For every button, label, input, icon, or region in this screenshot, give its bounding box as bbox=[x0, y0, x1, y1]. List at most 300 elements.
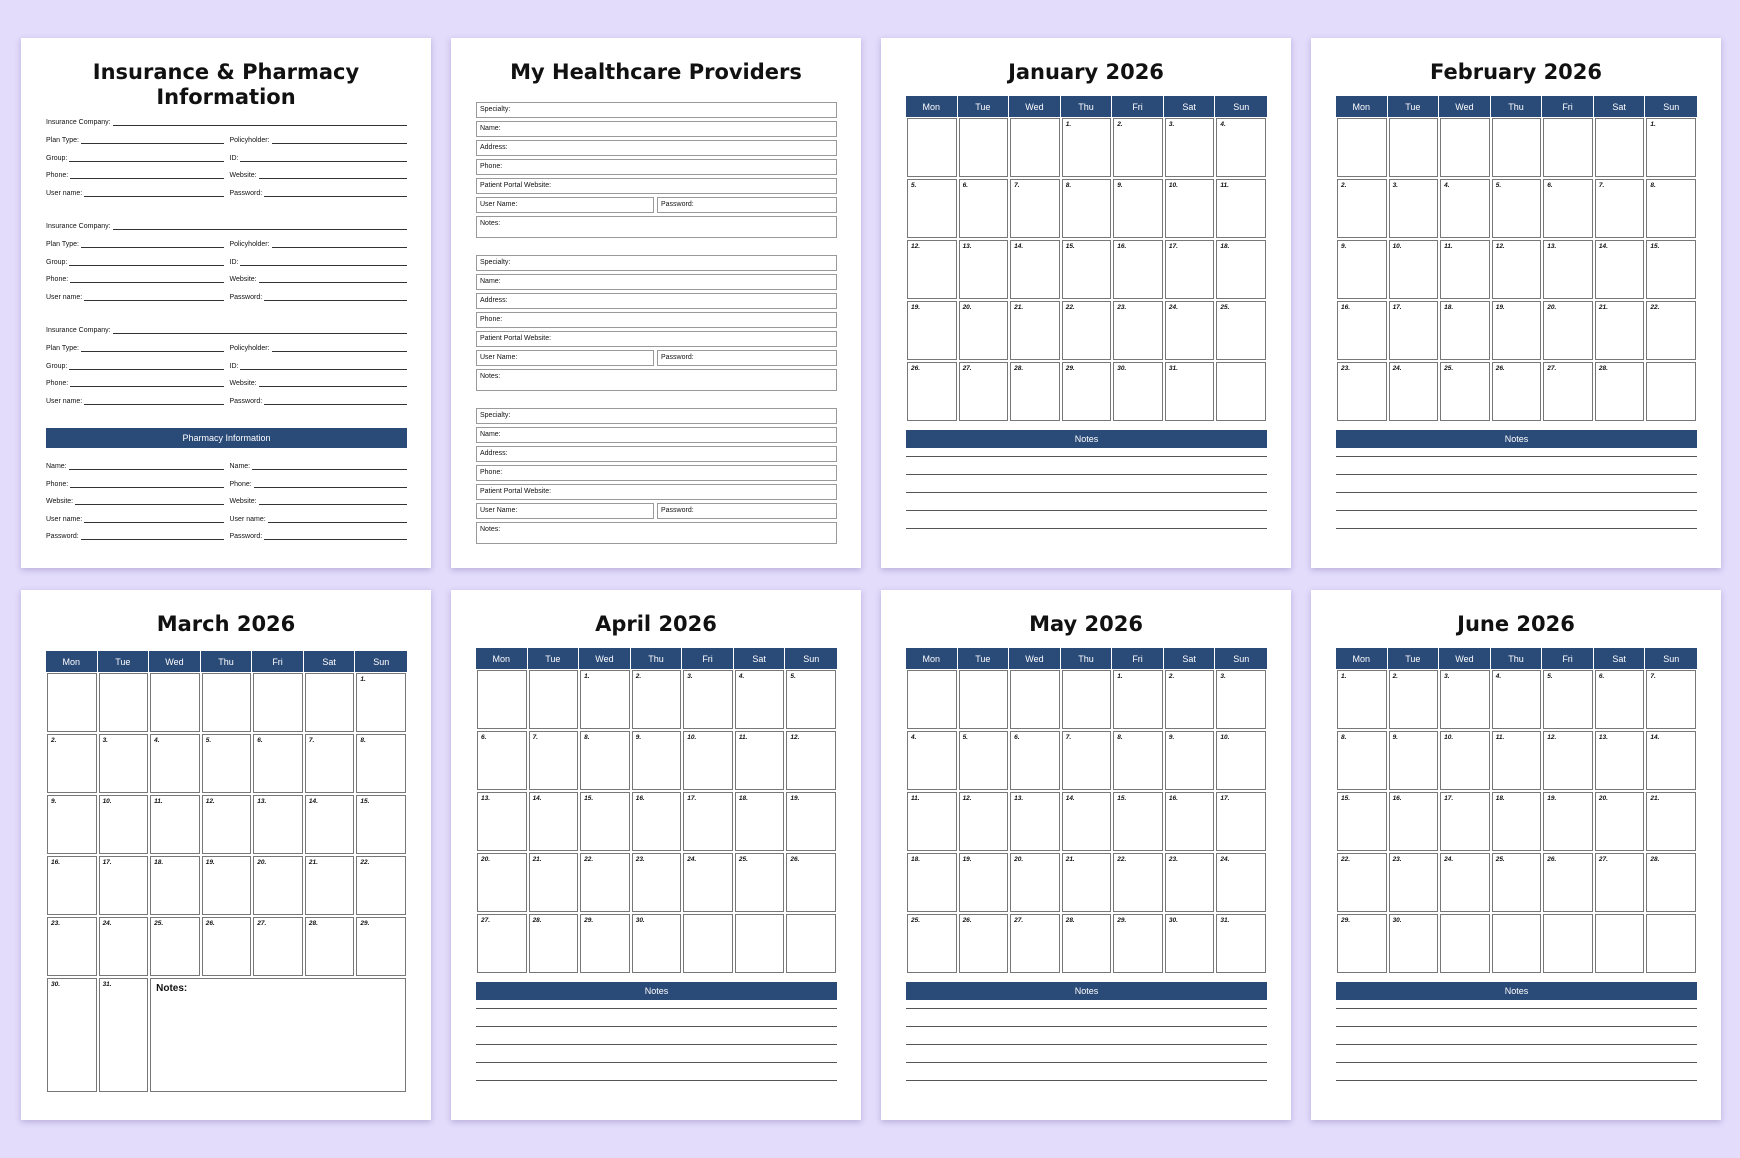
day-cell[interactable] bbox=[305, 795, 355, 854]
day-cell[interactable] bbox=[1595, 670, 1645, 729]
day-number: 14. bbox=[1650, 734, 1660, 741]
day-cell[interactable] bbox=[1165, 240, 1215, 299]
day-cell[interactable] bbox=[1113, 670, 1163, 729]
day-cell[interactable] bbox=[1113, 914, 1163, 973]
day-cell[interactable] bbox=[356, 917, 406, 976]
day-cell[interactable] bbox=[735, 792, 785, 851]
day-cell[interactable] bbox=[477, 914, 527, 973]
day-cell[interactable] bbox=[580, 853, 630, 912]
day-cell[interactable] bbox=[1216, 731, 1266, 790]
provider-specialty-field[interactable] bbox=[476, 408, 837, 424]
day-cell[interactable] bbox=[1337, 301, 1387, 360]
day-cell[interactable] bbox=[253, 795, 303, 854]
day-cell[interactable] bbox=[580, 670, 630, 729]
day-cell[interactable] bbox=[1543, 118, 1593, 177]
day-cell[interactable] bbox=[1646, 731, 1696, 790]
day-cell[interactable] bbox=[1440, 914, 1490, 973]
day-number: 12. bbox=[962, 795, 972, 802]
password-field-line bbox=[264, 291, 407, 301]
day-cell[interactable] bbox=[1113, 240, 1163, 299]
day-cell[interactable] bbox=[907, 362, 957, 421]
day-number: 12. bbox=[205, 798, 215, 805]
day-cell[interactable] bbox=[202, 917, 252, 976]
day-cell[interactable] bbox=[1492, 118, 1542, 177]
user-field-line bbox=[84, 291, 223, 301]
provider-name-field[interactable] bbox=[476, 121, 837, 137]
day-cell[interactable] bbox=[1216, 362, 1266, 421]
day-cell[interactable] bbox=[1062, 301, 1112, 360]
day-cell[interactable] bbox=[1389, 853, 1439, 912]
day-cell[interactable] bbox=[1216, 670, 1266, 729]
day-cell[interactable] bbox=[1062, 731, 1112, 790]
day-cell[interactable] bbox=[786, 731, 836, 790]
day-cell[interactable] bbox=[1165, 853, 1215, 912]
day-cell[interactable] bbox=[1216, 240, 1266, 299]
day-cell[interactable] bbox=[1389, 240, 1439, 299]
day-cell[interactable] bbox=[1113, 792, 1163, 851]
day-cell[interactable] bbox=[1010, 914, 1060, 973]
day-cell[interactable] bbox=[1595, 914, 1645, 973]
day-cell[interactable] bbox=[1492, 792, 1542, 851]
weekday-mon: Mon bbox=[476, 648, 528, 669]
pharmacy-left-field-line bbox=[84, 513, 223, 523]
day-cell[interactable] bbox=[1492, 853, 1542, 912]
day-cell[interactable] bbox=[959, 853, 1009, 912]
day-cell[interactable] bbox=[786, 914, 836, 973]
day-cell[interactable] bbox=[1646, 670, 1696, 729]
provider-address-field[interactable] bbox=[476, 446, 837, 462]
day-cell[interactable] bbox=[1595, 792, 1645, 851]
provider-username-field[interactable] bbox=[476, 503, 654, 519]
day-cell[interactable] bbox=[959, 118, 1009, 177]
day-number: 6. bbox=[1598, 673, 1605, 680]
day-cell[interactable] bbox=[47, 673, 97, 732]
day-cell[interactable] bbox=[47, 917, 97, 976]
day-cell[interactable] bbox=[1595, 731, 1645, 790]
day-cell[interactable] bbox=[1389, 731, 1439, 790]
day-cell[interactable] bbox=[47, 795, 97, 854]
day-cell[interactable] bbox=[1389, 792, 1439, 851]
day-cell[interactable] bbox=[99, 917, 149, 976]
day-cell[interactable] bbox=[356, 673, 406, 732]
day-cell[interactable] bbox=[47, 856, 97, 915]
day-cell[interactable] bbox=[1165, 179, 1215, 238]
day-cell[interactable] bbox=[1165, 914, 1215, 973]
day-cell[interactable] bbox=[529, 853, 579, 912]
day-cell[interactable] bbox=[1062, 792, 1112, 851]
day-cell[interactable] bbox=[202, 795, 252, 854]
day-cell[interactable] bbox=[683, 670, 733, 729]
day-cell[interactable] bbox=[1113, 301, 1163, 360]
provider-notes-field[interactable] bbox=[476, 522, 837, 544]
day-cell[interactable] bbox=[1543, 179, 1593, 238]
day-cell[interactable] bbox=[150, 795, 200, 854]
provider-notes-label: Notes: bbox=[480, 220, 501, 227]
day-cell[interactable] bbox=[1646, 362, 1696, 421]
phone-field-label: Phone: bbox=[46, 276, 69, 283]
day-number: 17. bbox=[1220, 795, 1230, 802]
day-cell[interactable] bbox=[786, 853, 836, 912]
day-cell[interactable] bbox=[529, 670, 579, 729]
day-cell[interactable] bbox=[477, 670, 527, 729]
day-number: 14. bbox=[532, 795, 542, 802]
day-cell[interactable] bbox=[253, 734, 303, 793]
weekday-wed: Wed bbox=[1009, 648, 1061, 669]
provider-portal-field[interactable] bbox=[476, 178, 837, 194]
day-cell[interactable] bbox=[1440, 118, 1490, 177]
day-cell[interactable] bbox=[1440, 670, 1490, 729]
day-cell[interactable] bbox=[305, 856, 355, 915]
day-cell[interactable] bbox=[1440, 240, 1490, 299]
day-cell[interactable] bbox=[1337, 792, 1387, 851]
day-cell[interactable] bbox=[1010, 301, 1060, 360]
day-cell[interactable] bbox=[356, 795, 406, 854]
day-cell[interactable] bbox=[1165, 792, 1215, 851]
day-cell[interactable] bbox=[1595, 240, 1645, 299]
day-cell[interactable] bbox=[1492, 179, 1542, 238]
month-title: June 2026 bbox=[1457, 612, 1575, 636]
day-cell[interactable] bbox=[1646, 240, 1696, 299]
day-cell[interactable] bbox=[1543, 731, 1593, 790]
provider-address-field[interactable] bbox=[476, 293, 837, 309]
plan-field bbox=[46, 130, 224, 144]
day-cell[interactable] bbox=[959, 914, 1009, 973]
day-cell[interactable] bbox=[1337, 731, 1387, 790]
day-cell[interactable] bbox=[1337, 240, 1387, 299]
day-number: 25. bbox=[154, 920, 164, 927]
day-number: 4. bbox=[1444, 182, 1450, 189]
day-cells bbox=[1336, 669, 1697, 974]
day-cell[interactable] bbox=[580, 914, 630, 973]
provider-username-label: User Name: bbox=[480, 201, 518, 208]
pharmacy-right-field-line bbox=[264, 530, 407, 540]
notes-header-label: Notes bbox=[1074, 434, 1099, 444]
day-cell[interactable] bbox=[202, 673, 252, 732]
day-cell[interactable] bbox=[959, 731, 1009, 790]
phone-field-line bbox=[70, 377, 223, 387]
day-cell[interactable] bbox=[305, 734, 355, 793]
day-cell[interactable] bbox=[632, 914, 682, 973]
day-cell[interactable] bbox=[1543, 914, 1593, 973]
weekday-fri: Fri bbox=[252, 651, 304, 672]
day-cell[interactable] bbox=[735, 731, 785, 790]
day-cell[interactable] bbox=[1337, 853, 1387, 912]
day-cell[interactable] bbox=[1337, 179, 1387, 238]
day-cell[interactable] bbox=[202, 734, 252, 793]
weekday-sat: Sat bbox=[734, 648, 786, 669]
day-cell[interactable] bbox=[1113, 118, 1163, 177]
provider-portal-field[interactable] bbox=[476, 484, 837, 500]
day-cell[interactable] bbox=[786, 670, 836, 729]
day-number: 27. bbox=[1014, 917, 1024, 924]
day-cell[interactable] bbox=[253, 917, 303, 976]
day-cell[interactable] bbox=[907, 792, 957, 851]
policy-field-line bbox=[272, 342, 407, 352]
password-field-line bbox=[264, 187, 407, 197]
provider-specialty-field[interactable] bbox=[476, 102, 837, 118]
provider-username-field[interactable] bbox=[476, 197, 654, 213]
notes-line bbox=[1336, 1080, 1697, 1081]
day-cell[interactable] bbox=[959, 792, 1009, 851]
pharmacy-left-field-line bbox=[75, 495, 223, 505]
day-cell[interactable] bbox=[1646, 118, 1696, 177]
day-cell[interactable] bbox=[1165, 118, 1215, 177]
provider-name-field[interactable] bbox=[476, 274, 837, 290]
day-cell[interactable] bbox=[959, 301, 1009, 360]
provider-password-field[interactable] bbox=[657, 503, 837, 519]
day-cell[interactable] bbox=[99, 978, 149, 1092]
provider-phone-field[interactable] bbox=[476, 465, 837, 481]
day-cell[interactable] bbox=[529, 731, 579, 790]
day-cell[interactable] bbox=[735, 670, 785, 729]
day-cell[interactable] bbox=[1010, 179, 1060, 238]
weekday-mon: Mon bbox=[906, 648, 958, 669]
provider-address-field[interactable] bbox=[476, 140, 837, 156]
pharmacy-right-field-line bbox=[268, 513, 407, 523]
day-cell[interactable] bbox=[529, 914, 579, 973]
day-cell[interactable] bbox=[1337, 670, 1387, 729]
pharmacy-right-field-line bbox=[254, 478, 407, 488]
pharmacy-row bbox=[46, 456, 407, 470]
day-cell[interactable] bbox=[1492, 670, 1542, 729]
provider-notes-field[interactable] bbox=[476, 369, 837, 391]
day-cell[interactable] bbox=[683, 853, 733, 912]
day-cell[interactable] bbox=[907, 179, 957, 238]
day-cell[interactable] bbox=[1165, 670, 1215, 729]
day-number: 23. bbox=[1341, 365, 1351, 372]
day-cell[interactable] bbox=[150, 917, 200, 976]
day-number: 12. bbox=[1547, 734, 1557, 741]
notes-box[interactable] bbox=[150, 978, 406, 1092]
day-number: 28. bbox=[532, 917, 542, 924]
day-cell[interactable] bbox=[477, 731, 527, 790]
day-cell[interactable] bbox=[1646, 792, 1696, 851]
day-cell[interactable] bbox=[1337, 362, 1387, 421]
day-cell[interactable] bbox=[1337, 118, 1387, 177]
day-cell[interactable] bbox=[683, 914, 733, 973]
weekday-sat: Sat bbox=[1594, 648, 1646, 669]
day-cell[interactable] bbox=[1165, 301, 1215, 360]
day-cell[interactable] bbox=[1062, 670, 1112, 729]
day-cell[interactable] bbox=[99, 673, 149, 732]
day-cell[interactable] bbox=[1113, 179, 1163, 238]
day-cell[interactable] bbox=[1113, 731, 1163, 790]
day-cell[interactable] bbox=[1389, 179, 1439, 238]
day-cell[interactable] bbox=[1440, 731, 1490, 790]
day-cell[interactable] bbox=[1543, 240, 1593, 299]
day-cell[interactable] bbox=[305, 673, 355, 732]
day-cell[interactable] bbox=[1389, 118, 1439, 177]
day-cell[interactable] bbox=[1543, 670, 1593, 729]
provider-portal-label: Patient Portal Website: bbox=[480, 182, 552, 189]
group-field bbox=[46, 356, 224, 370]
day-cell[interactable] bbox=[1010, 731, 1060, 790]
calendar-grid bbox=[1336, 96, 1697, 422]
weekday-tue: Tue bbox=[958, 96, 1010, 117]
website-field-line bbox=[259, 169, 407, 179]
day-cell[interactable] bbox=[683, 731, 733, 790]
day-number: 13. bbox=[962, 243, 972, 250]
day-cell[interactable] bbox=[1216, 118, 1266, 177]
day-cell[interactable] bbox=[1010, 240, 1060, 299]
day-number: 8. bbox=[1117, 734, 1123, 741]
day-cell[interactable] bbox=[632, 731, 682, 790]
day-cell[interactable] bbox=[253, 856, 303, 915]
day-cell[interactable] bbox=[99, 856, 149, 915]
day-number: 28. bbox=[1650, 856, 1660, 863]
provider-phone-field[interactable] bbox=[476, 159, 837, 175]
day-cell[interactable] bbox=[1216, 792, 1266, 851]
day-cell[interactable] bbox=[1216, 914, 1266, 973]
provider-password-field[interactable] bbox=[657, 197, 837, 213]
day-cell[interactable] bbox=[1062, 914, 1112, 973]
day-cell[interactable] bbox=[907, 731, 957, 790]
day-cell[interactable] bbox=[1389, 362, 1439, 421]
day-cell[interactable] bbox=[683, 792, 733, 851]
day-cell[interactable] bbox=[1062, 362, 1112, 421]
provider-specialty-field[interactable] bbox=[476, 255, 837, 271]
notes-box-label: Notes: bbox=[156, 983, 188, 994]
day-cell[interactable] bbox=[907, 118, 957, 177]
day-cell[interactable] bbox=[907, 301, 957, 360]
day-cell[interactable] bbox=[1492, 914, 1542, 973]
day-cell[interactable] bbox=[202, 856, 252, 915]
day-cell[interactable] bbox=[1543, 362, 1593, 421]
insurance-row bbox=[46, 269, 407, 283]
provider-name-field[interactable] bbox=[476, 427, 837, 443]
day-cell[interactable] bbox=[735, 853, 785, 912]
day-cell[interactable] bbox=[632, 792, 682, 851]
day-cell[interactable] bbox=[1646, 179, 1696, 238]
day-cell[interactable] bbox=[1010, 362, 1060, 421]
day-cell[interactable] bbox=[1646, 301, 1696, 360]
day-number: 2. bbox=[635, 673, 642, 680]
day-cell[interactable] bbox=[1595, 362, 1645, 421]
day-cell[interactable] bbox=[1113, 362, 1163, 421]
provider-phone-label: Phone: bbox=[480, 316, 503, 323]
weekday-tue: Tue bbox=[958, 648, 1010, 669]
insurance-row bbox=[46, 373, 407, 387]
day-cell[interactable] bbox=[959, 240, 1009, 299]
weekday-thu: Thu bbox=[631, 648, 683, 669]
day-cell[interactable] bbox=[1062, 118, 1112, 177]
day-cell[interactable] bbox=[1492, 731, 1542, 790]
day-cell[interactable] bbox=[1595, 118, 1645, 177]
day-cell[interactable] bbox=[1595, 853, 1645, 912]
day-cell[interactable] bbox=[1440, 792, 1490, 851]
day-cell[interactable] bbox=[580, 792, 630, 851]
day-cell[interactable] bbox=[150, 734, 200, 793]
provider-notes-field[interactable] bbox=[476, 216, 837, 238]
user-field-label: User name: bbox=[46, 293, 83, 301]
day-cell[interactable] bbox=[1595, 179, 1645, 238]
day-cell[interactable] bbox=[1440, 362, 1490, 421]
day-cell[interactable] bbox=[632, 670, 682, 729]
day-cell[interactable] bbox=[1216, 179, 1266, 238]
day-cell[interactable] bbox=[1492, 362, 1542, 421]
day-cell[interactable] bbox=[632, 853, 682, 912]
day-cell[interactable] bbox=[1010, 853, 1060, 912]
day-cell[interactable] bbox=[47, 734, 97, 793]
day-number: 15. bbox=[1341, 795, 1351, 802]
day-cell[interactable] bbox=[150, 673, 200, 732]
weekday-thu: Thu bbox=[1061, 648, 1113, 669]
day-cell[interactable] bbox=[1440, 301, 1490, 360]
day-cell[interactable] bbox=[580, 731, 630, 790]
day-cell[interactable] bbox=[1595, 301, 1645, 360]
day-cell[interactable] bbox=[735, 914, 785, 973]
day-cell[interactable] bbox=[1646, 914, 1696, 973]
day-number: 24. bbox=[102, 920, 112, 927]
day-cell[interactable] bbox=[907, 670, 957, 729]
day-cell[interactable] bbox=[253, 673, 303, 732]
day-cell[interactable] bbox=[1062, 240, 1112, 299]
day-cell[interactable] bbox=[1010, 118, 1060, 177]
provider-username-field[interactable] bbox=[476, 350, 654, 366]
day-cell[interactable] bbox=[477, 853, 527, 912]
day-number: 10. bbox=[1444, 734, 1454, 741]
provider-phone-field[interactable] bbox=[476, 312, 837, 328]
day-cell[interactable] bbox=[1165, 731, 1215, 790]
day-cell[interactable] bbox=[786, 792, 836, 851]
day-cell[interactable] bbox=[1440, 179, 1490, 238]
day-number: 5. bbox=[205, 737, 212, 744]
day-cell[interactable] bbox=[1543, 853, 1593, 912]
day-cell[interactable] bbox=[959, 670, 1009, 729]
day-cell[interactable] bbox=[907, 240, 957, 299]
day-cell[interactable] bbox=[907, 853, 957, 912]
day-cell[interactable] bbox=[1216, 853, 1266, 912]
day-cell[interactable] bbox=[959, 362, 1009, 421]
day-cell[interactable] bbox=[1165, 362, 1215, 421]
day-cell[interactable] bbox=[1389, 914, 1439, 973]
provider-password-field[interactable] bbox=[657, 350, 837, 366]
day-cell[interactable] bbox=[1062, 853, 1112, 912]
day-cell[interactable] bbox=[1010, 792, 1060, 851]
day-cell[interactable] bbox=[907, 914, 957, 973]
day-cell[interactable] bbox=[477, 792, 527, 851]
provider-portal-field[interactable] bbox=[476, 331, 837, 347]
day-cell[interactable] bbox=[1062, 179, 1112, 238]
day-number: 18. bbox=[1220, 243, 1230, 250]
day-number: 1. bbox=[584, 673, 590, 680]
day-cell[interactable] bbox=[1440, 853, 1490, 912]
day-cell[interactable] bbox=[47, 978, 97, 1092]
day-number: 9. bbox=[1341, 243, 1347, 250]
day-cell[interactable] bbox=[305, 917, 355, 976]
day-cell[interactable] bbox=[1216, 301, 1266, 360]
day-cell[interactable] bbox=[959, 179, 1009, 238]
day-cell[interactable] bbox=[150, 856, 200, 915]
day-cell[interactable] bbox=[1543, 301, 1593, 360]
day-cell[interactable] bbox=[1492, 240, 1542, 299]
day-cell[interactable] bbox=[1113, 853, 1163, 912]
day-cell[interactable] bbox=[356, 856, 406, 915]
day-cell[interactable] bbox=[356, 734, 406, 793]
insurance-company-field-line bbox=[113, 116, 407, 126]
insurance-company-field-label: Insurance Company: bbox=[46, 119, 111, 126]
day-cell[interactable] bbox=[99, 795, 149, 854]
day-cell[interactable] bbox=[1389, 301, 1439, 360]
day-cell[interactable] bbox=[1646, 853, 1696, 912]
day-cell[interactable] bbox=[1492, 301, 1542, 360]
day-cell[interactable] bbox=[529, 792, 579, 851]
day-cell[interactable] bbox=[1337, 914, 1387, 973]
day-cell[interactable] bbox=[1389, 670, 1439, 729]
day-cell[interactable] bbox=[1543, 792, 1593, 851]
day-cell[interactable] bbox=[1010, 670, 1060, 729]
day-cell[interactable] bbox=[99, 734, 149, 793]
